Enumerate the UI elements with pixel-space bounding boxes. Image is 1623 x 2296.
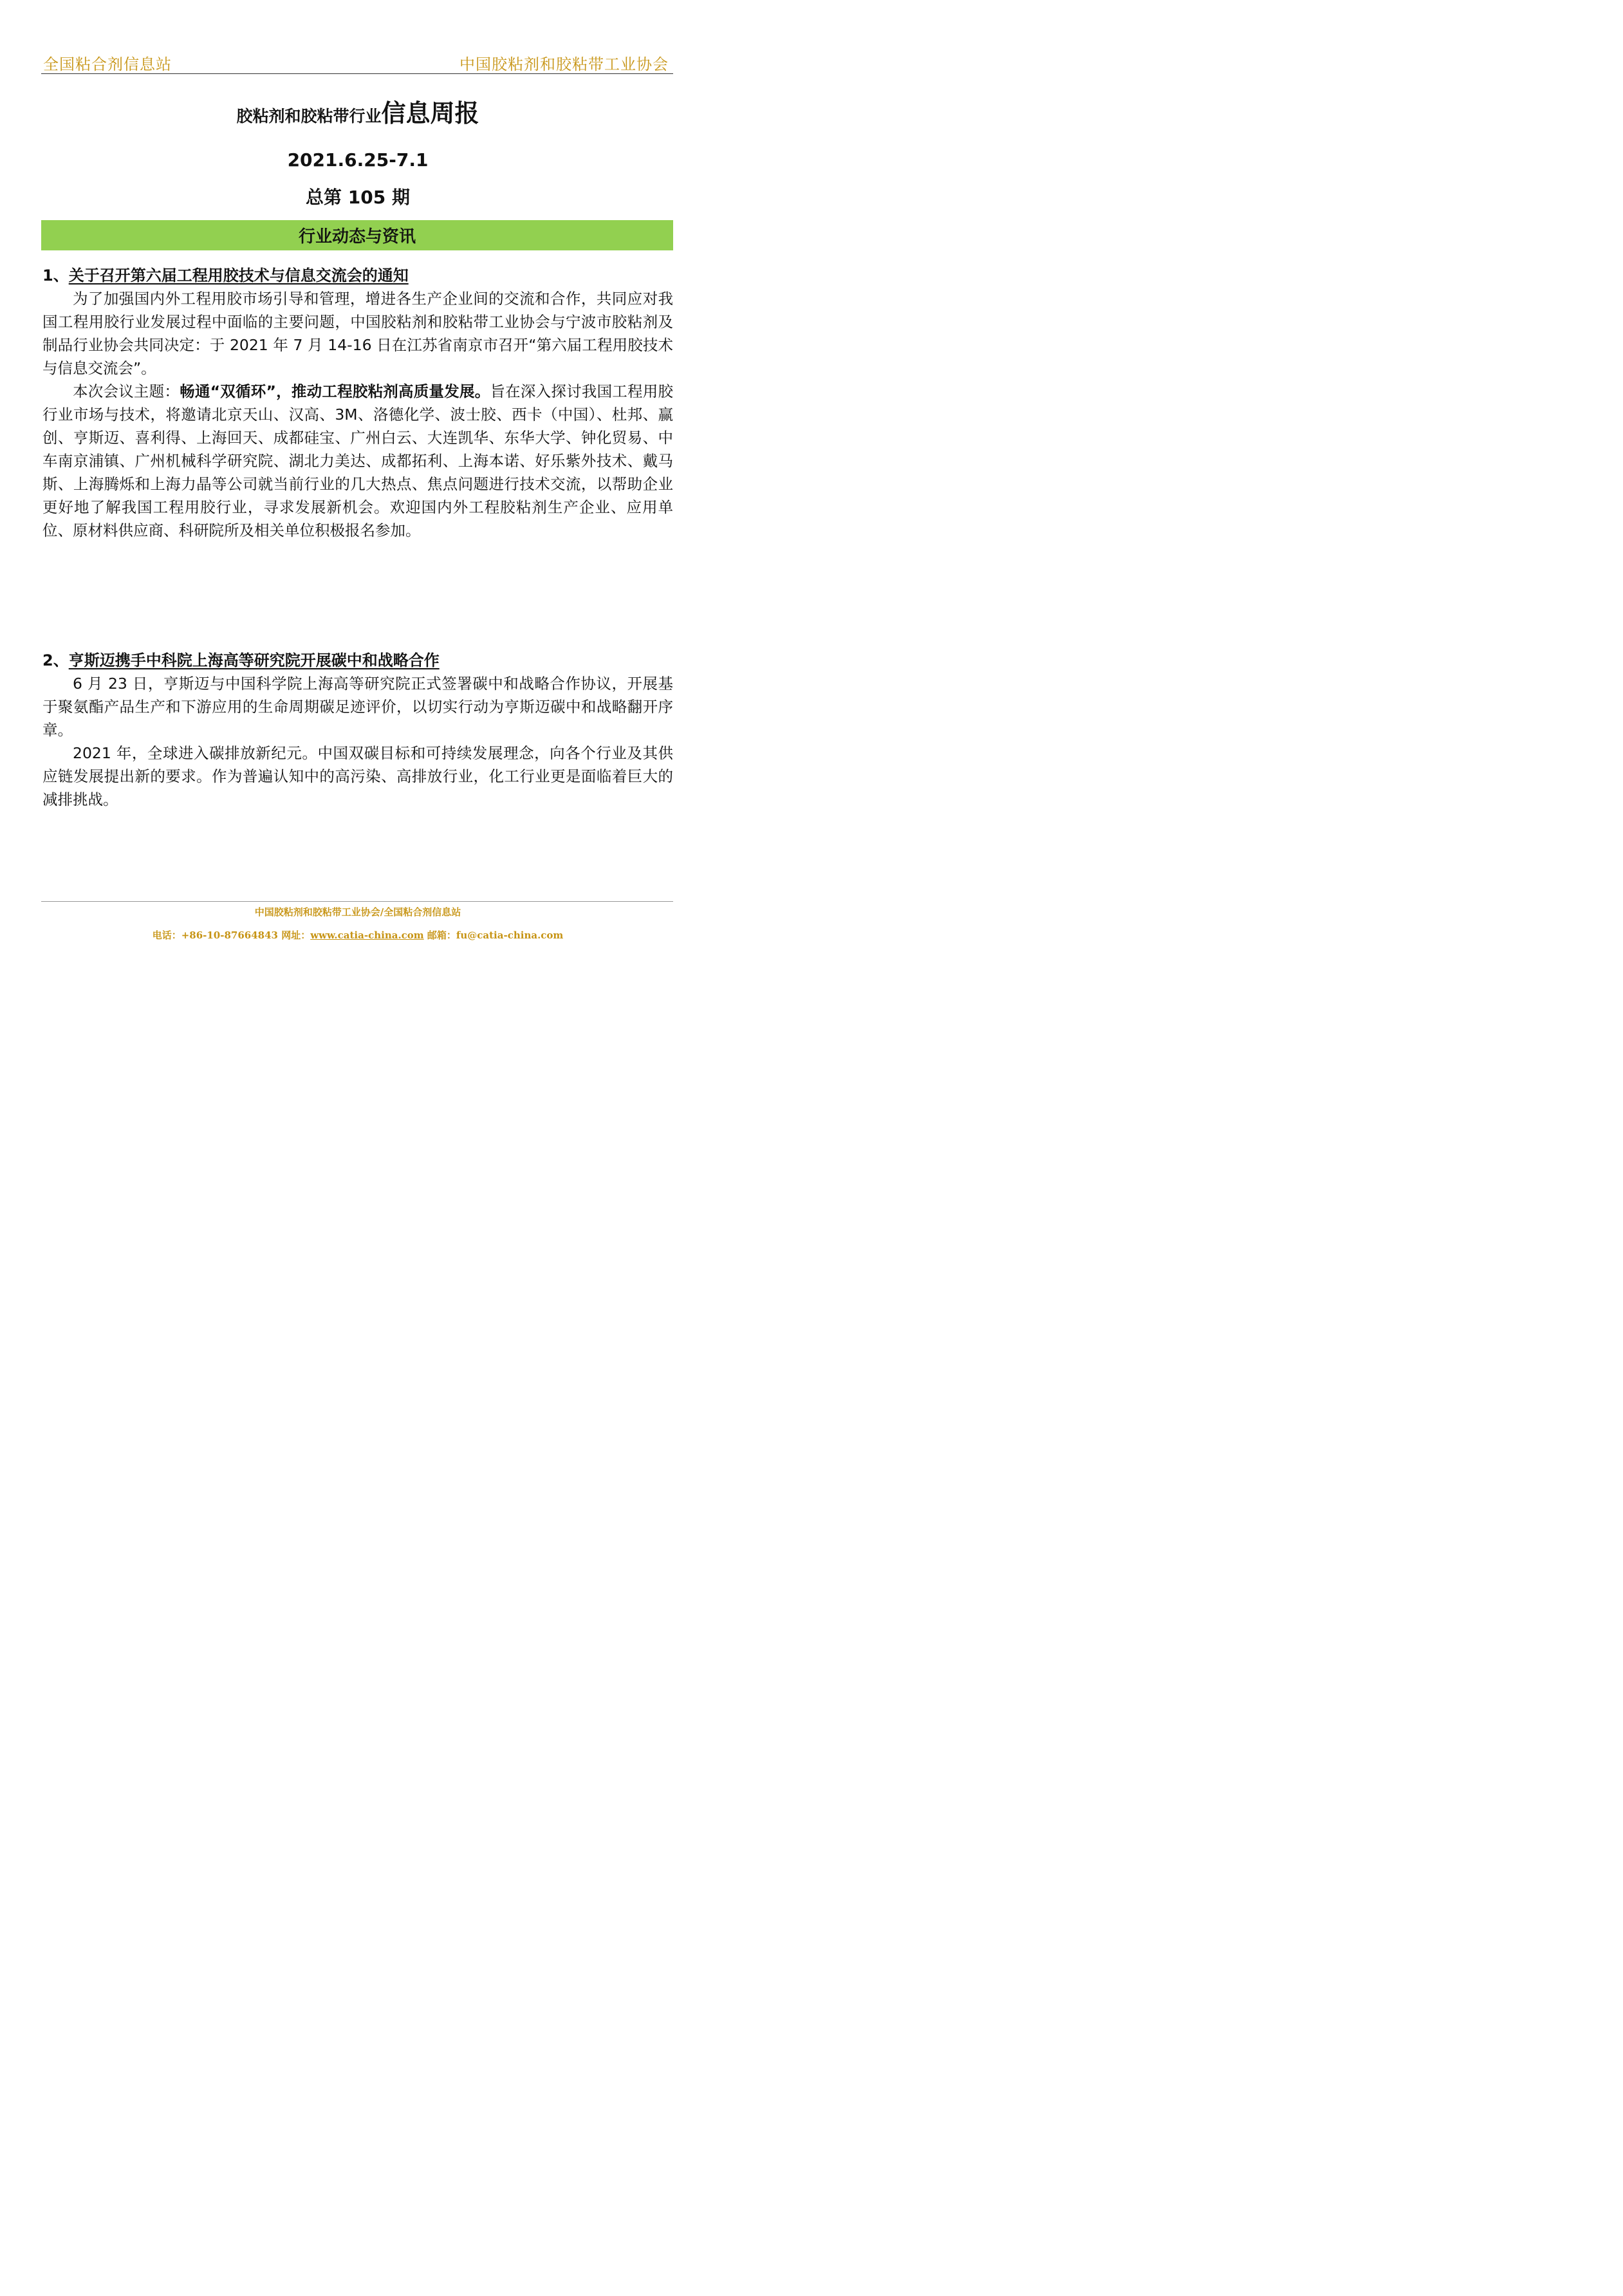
article-heading [42,649,673,672]
article-paragraph: 2021 年，全球进入碳排放新纪元。中国双碳目标和可持续发展理念，向各个行业及其供应链发展提出新的要求。作为普遍认知中的高污染、高排放行业，化工行业更是面临着巨大的减排挑战。 [42,744,673,808]
article-paragraph [42,380,673,542]
phone-number: +86-10-87664843 [181,929,278,941]
article-paragraph: 为了加强国内外工程用胶市场引导和管理，增进各生产企业间的交流和合作，共同应对我国工程用胶行业发展过程中面临的主要问题，中国胶粘剂和胶粘带工业协会与宁波市胶粘剂及制品行业协会共同决定：于 2021 年 7 月 14-16 日在江苏省南京市召开“第六届工程用胶技术与信息交流会”。 [42,290,673,377]
website-link[interactable]: www.catia-china.com [310,929,424,941]
header-divider [41,73,673,74]
meeting-theme: 畅通“双循环”，推动工程胶粘剂高质量发展。 [180,382,490,400]
article-number: 2、 [42,651,69,669]
paragraph-body: 旨在深入探讨我国工程用胶行业市场与技术，将邀请北京天山、汉高、3M、洛德化学、波士胶、西卡（中国）、杜邦、赢创、亨斯迈、喜利得、上海回天、成都硅宝、广州白云、大连凯华、东华大学、钟化贸易、中车南京浦镇、广州机械科学研究院、湖北力美达、成都拓利、上海本诺、好乐紫外技术、戴马斯、上海腾烁和上海力晶等公司就当前行业的几大热点、焦点问题进行技术交流，以帮助企业更好地了解我国工程用胶行业，寻求发展新机会。欢迎国内外工程胶粘剂生产企业、应用单位、原材料供应商、科研院所及相关单位积极报名参加。 [42,382,674,539]
article-heading-text: 亨斯迈携手中科院上海高等研究院开展碳中和战略合作 [68,651,440,669]
header-org-right: 中国胶粘剂和胶粘带工业协会 [459,55,669,73]
footer-contact [0,928,716,942]
article [42,264,673,542]
article-heading [42,264,673,287]
article-paragraph: 6 月 23 日，亨斯迈与中国科学院上海高等研究院正式签署碳中和战略合作协议，开展基于聚氨酯产品生产和下游应用的生命周期碳足迹评价，以切实行动为亨斯迈碳中和战略翻开序章。 [42,675,673,739]
section-title: 行业动态与资讯 [298,227,416,247]
paragraph-lead: 本次会议主题： [73,382,180,400]
article-number: 1、 [42,266,69,285]
footer-org: 中国胶粘剂和胶粘带工业协会/全国粘合剂信息站 [254,906,461,918]
report-title-main: 信息周报 [381,99,479,127]
report-title-prefix: 胶粘剂和胶粘带行业 [236,107,382,126]
date-range: 2021.6.25-7.1 [287,149,429,171]
report-title [0,93,716,129]
email-address: fu@catia-china.com [456,929,564,941]
phone-label: 电话： [152,929,181,941]
email-label: 邮箱： [423,929,456,941]
header-org-left: 全国粘合剂信息站 [43,55,172,73]
website-label: 网址： [277,929,311,941]
article [42,649,673,811]
section-header [41,220,673,250]
article-heading-text: 关于召开第六届工程用胶技术与信息交流会的通知 [68,266,409,285]
footer-divider [41,901,673,902]
issue-number: 总第 105 期 [306,187,410,208]
